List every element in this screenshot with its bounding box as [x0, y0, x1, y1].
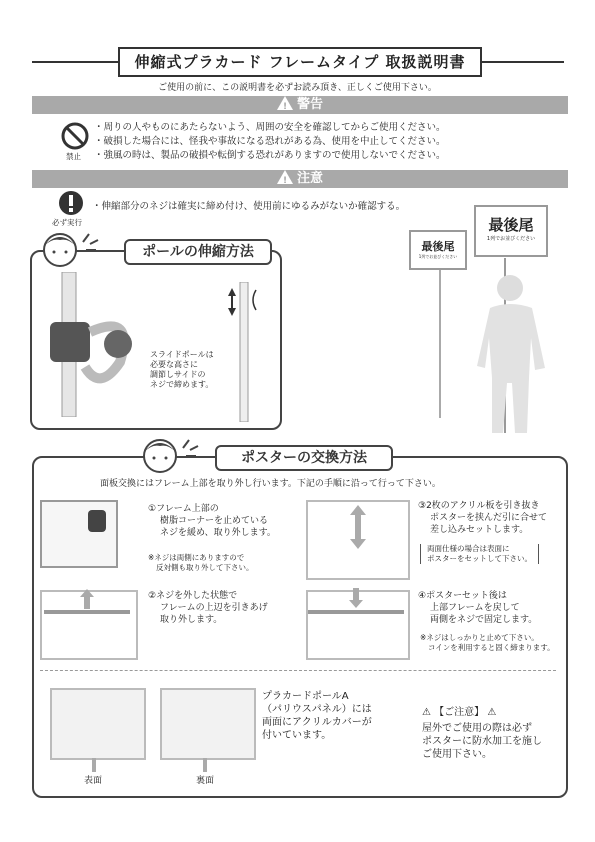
step1-note [148, 553, 254, 573]
pole-caption [150, 350, 214, 390]
panel-a-text [262, 690, 372, 742]
step3-line-1: ③2枚のアクリル板を引き抜き [418, 501, 540, 511]
panel-a-line-3: 両面にアクリルカバーが [262, 717, 372, 728]
step4-down-arrow-icon [349, 588, 363, 608]
warning-band [32, 96, 568, 114]
step1-line-2: 樹脂コーナーを止めている [160, 516, 269, 526]
step4-line-3: 両側をネジで固定します。 [430, 615, 538, 625]
notice-line-1: 屋外でご使用の際は必ず [422, 723, 532, 734]
step1-frame-image [40, 500, 118, 568]
pole-knob-illustration [40, 272, 160, 417]
pole-caption-line-1: スライドポールは [150, 350, 214, 359]
front-label: 表面 [84, 776, 103, 786]
step4-line-1: ④ポスターセット後は [418, 591, 507, 601]
prohibited-label: 禁止 [66, 152, 81, 161]
step2-text [148, 590, 268, 626]
pole-caption-line-3: 調節しサイドの [150, 370, 206, 379]
panel-a-line-1: プラカードポールA [262, 691, 349, 702]
step3-note-2: ポスターをセットして下さい。 [427, 554, 532, 563]
panel-a-line-2: （パリウスパネル）には [262, 704, 372, 715]
small-sign-sub: 1列でお並びください [418, 254, 458, 259]
caution-triangle-icon [277, 170, 293, 184]
step1-text [148, 503, 276, 539]
notice-warning-icon-2: ⚠ [487, 707, 497, 718]
back-label: 裏面 [196, 776, 215, 786]
step3-note-1: 両面仕様の場合は表面に [427, 544, 510, 553]
step4-note [420, 633, 555, 653]
front-pole [92, 758, 96, 772]
pole-caption-line-4: ネジで締めます。 [150, 380, 214, 389]
step3-arrow-icon [350, 505, 366, 549]
large-sign-text: 最後尾 [488, 216, 534, 234]
step1-note-1: ※ネジは両側にありますので [148, 553, 245, 562]
step2-line-1: ②ネジを外した状態で [148, 591, 238, 601]
girl-mascot-icon [38, 228, 108, 274]
mandatory-icon [58, 190, 84, 216]
notice-line-2: ポスターに防水加工を施し [422, 736, 542, 747]
step2-top-bar [44, 610, 130, 614]
warning-label: 警告 [296, 97, 323, 112]
caution-item: ・伸縮部分のネジは確実に締め付け、使用前にゆるみがないか確認する。 [92, 201, 406, 212]
pole-caption-line-2: 必要な高さに [150, 360, 198, 369]
warning-item-2: ・破損した場合には、怪我や事故になる恐れがある為、使用を中止してください。 [94, 136, 446, 147]
step3-text [418, 500, 547, 536]
notice-box [422, 706, 542, 761]
page-title: 伸縮式プラカード フレームタイプ 取扱説明書 [118, 47, 482, 77]
caution-label: 注意 [296, 171, 323, 186]
back-panel-image [160, 688, 256, 760]
poster-intro: 面板交換にはフレーム上部を取り外し行います。下記の手順に沿って行って下さい。 [100, 479, 441, 489]
back-pole [203, 758, 207, 772]
step1-corner [88, 510, 106, 532]
warning-item-3: ・強風の時は、製品の破損や転倒する恐れがありますので使用しないでください。 [94, 150, 446, 161]
intro-text: ご使用の前に、この説明書を必ずお読み頂き、正しくご使用下さい。 [158, 83, 437, 93]
mandatory-label: 必ず実行 [52, 218, 82, 227]
girl-mascot-icon-2 [138, 434, 208, 480]
warning-item-1: ・周りの人やものにあたらないよう、周囲の安全を確認してからご使用ください。 [94, 122, 446, 133]
notice-title-text: 【ご注意】 [434, 707, 485, 718]
large-sign-sub: 1列でお並びください [486, 236, 536, 242]
notice-title [422, 706, 542, 719]
front-panel-image [50, 688, 146, 760]
small-sign [409, 230, 467, 270]
caution-band [32, 170, 568, 188]
title-rule-right [478, 61, 564, 63]
step3-line-2: ポスターを挟んだ引に合せて [430, 513, 548, 523]
small-sign-text: 最後尾 [421, 240, 455, 253]
step3-line-3: 差し込みセットします。 [430, 525, 529, 535]
notice-warning-icon: ⚠ [422, 707, 431, 718]
step4-line-2: 上部フレームを戻して [430, 603, 520, 613]
prohibited-icon [60, 121, 90, 151]
panel-a-line-4: 付いています。 [262, 730, 332, 741]
step2-line-2: フレームの上辺を引きあげ [160, 603, 268, 613]
dashed-divider [40, 670, 556, 671]
step1-line-3: ネジを緩め、取り外します。 [160, 528, 276, 538]
step1-line-1: ①フレーム上部の [148, 504, 219, 514]
step4-note-1: ※ネジはしっかりと止めて下さい。 [420, 633, 539, 642]
notice-line-3: ご使用下さい。 [422, 749, 492, 760]
step2-line-3: 取り外します。 [160, 615, 223, 625]
step4-text [418, 590, 537, 626]
warning-triangle-icon [277, 96, 293, 110]
step4-top-bar [308, 610, 404, 614]
pole-heading: ポールの伸縮方法 [124, 239, 272, 265]
step4-note-2: コインを利用すると固く締まります。 [428, 643, 555, 652]
large-sign [474, 205, 548, 257]
step3-note [420, 544, 539, 564]
poster-heading: ポスターの交換方法 [215, 445, 393, 471]
step2-up-arrow-icon [80, 589, 94, 609]
pole-adjust-illustration [226, 282, 266, 422]
title-rule-left [32, 61, 118, 63]
step1-note-2: 反対側も取り外して下さい。 [156, 563, 254, 572]
